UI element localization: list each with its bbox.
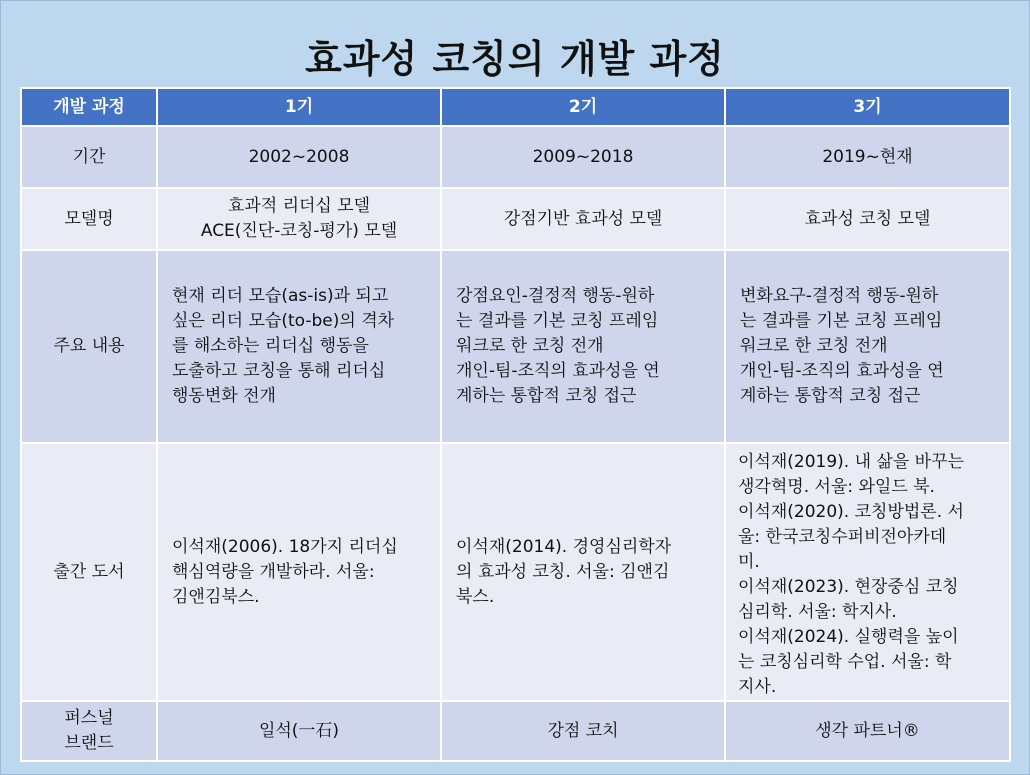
cell-period-2: 2009~2018 bbox=[441, 126, 725, 188]
col-header-3: 3기 bbox=[725, 88, 1010, 126]
cell-books-3: 이석재(2019). 내 삶을 바꾸는 생각혁명. 서울: 와일드 북. 이석재(2020). 코칭방법론. 서 울: 한국코칭수퍼비전아카데 미. 이석재(2023). 현장중심 코칭 심리학. 서울: 학지사. 이석재(2024). 실행력을 높이 는 코칭심리학 수업. 서울: 학 지사. bbox=[725, 443, 1010, 701]
row-label-content: 주요 내용 bbox=[21, 250, 157, 443]
cell-brand-3: 생각 파트너® bbox=[725, 701, 1010, 761]
cell-model-1: 효과적 리더십 모델 ACE(진단-코칭-평가) 모델 bbox=[157, 188, 441, 250]
row-label-period: 기간 bbox=[21, 126, 157, 188]
row-books bbox=[21, 443, 1010, 701]
cell-brand-1: 일석(一石) bbox=[157, 701, 441, 761]
row-label-books: 출간 도서 bbox=[21, 443, 157, 701]
row-label-brand: 퍼스널 브랜드 bbox=[21, 701, 157, 761]
cell-model-3: 효과성 코칭 모델 bbox=[725, 188, 1010, 250]
cell-content-3: 변화요구-결정적 행동-원하 는 결과를 기본 코칭 프레임 워크로 한 코칭 전개 개인-팀-조직의 효과성을 연 계하는 통합적 코칭 접근 bbox=[725, 250, 1010, 443]
row-content bbox=[21, 250, 1010, 443]
row-brand bbox=[21, 701, 1010, 761]
col-header-stage: 개발 과정 bbox=[21, 88, 157, 126]
slide-title: 효과성 코칭의 개발 과정 bbox=[305, 37, 725, 81]
col-header-2: 2기 bbox=[441, 88, 725, 126]
cell-period-3: 2019~현재 bbox=[725, 126, 1010, 188]
row-period bbox=[21, 126, 1010, 188]
cell-content-1: 현재 리더 모습(as-is)과 되고 싶은 리더 모습(to-be)의 격차 를 해소하는 리더십 행동을 도출하고 코칭을 통해 리더십 행동변화 전개 bbox=[157, 250, 441, 443]
header-row bbox=[21, 88, 1010, 126]
row-label-model: 모델명 bbox=[21, 188, 157, 250]
cell-books-2: 이석재(2014). 경영심리학자 의 효과성 코칭. 서울: 김앤김 북스. bbox=[441, 443, 725, 701]
cell-content-2: 강점요인-결정적 행동-원하 는 결과를 기본 코칭 프레임 워크로 한 코칭 전개 개인-팀-조직의 효과성을 연 계하는 통합적 코칭 접근 bbox=[441, 250, 725, 443]
cell-model-2: 강점기반 효과성 모델 bbox=[441, 188, 725, 250]
development-table bbox=[20, 87, 1011, 762]
cell-brand-2: 강점 코치 bbox=[441, 701, 725, 761]
row-model bbox=[21, 188, 1010, 250]
cell-period-1: 2002~2008 bbox=[157, 126, 441, 188]
cell-books-1: 이석재(2006). 18가지 리더십 핵심역량을 개발하라. 서울: 김앤김북스. bbox=[157, 443, 441, 701]
col-header-1: 1기 bbox=[157, 88, 441, 126]
